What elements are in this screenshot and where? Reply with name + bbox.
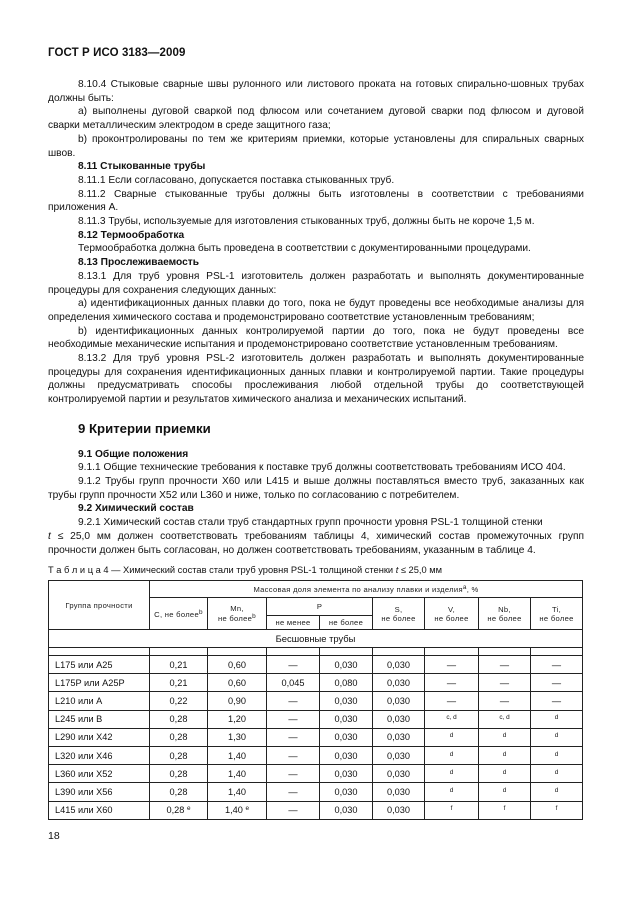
cell-p-max — [320, 674, 373, 692]
cell-v-value: c, d — [446, 714, 457, 722]
cell-s — [373, 783, 425, 801]
cell-c-value: 0,28 — [169, 786, 188, 797]
cell-group-value: L175P или А25P — [55, 677, 125, 688]
cell-s-value: 0,030 — [387, 768, 410, 779]
section-heading: 9.2 Химический состав — [78, 503, 194, 515]
column-header-p: P — [267, 598, 373, 616]
cell-ti — [531, 710, 583, 728]
cell-c — [150, 692, 208, 710]
table-caption-tail: ≤ 25,0 мм — [400, 565, 443, 575]
mass-header-unit: , % — [466, 585, 479, 594]
cell-group-value: L245 или В — [55, 714, 103, 725]
cell-nb — [479, 746, 531, 764]
cell-v — [425, 783, 479, 801]
cell-s-value: 0,030 — [387, 695, 410, 706]
list-item: a) выполнены дуговой сваркой под флюсом или сочетанием дуговой сварки под флюсом и дуговой сварки металлическим электродом в среде защитного газа; — [48, 106, 584, 132]
table-row — [49, 710, 583, 728]
paragraph: 9.1.2 Трубы групп прочности Х60 или L415 и выше должны поставляться вместо труб, заказанных как трубы групп прочности Х52 или L360 и ниже, только по согласованию с потребителем. — [48, 475, 584, 501]
table-caption — [48, 565, 442, 575]
spacer-cell — [150, 648, 208, 656]
cell-s-value: 0,030 — [387, 732, 410, 743]
cell-nb — [479, 728, 531, 746]
cell-ti — [531, 728, 583, 746]
header-text: не более — [487, 613, 522, 623]
footnote-mark: e — [186, 805, 191, 813]
table-subheader: Бесшовные трубы — [49, 630, 583, 648]
cell-ti-value: d — [554, 786, 559, 794]
cell-p-min-value: — — [288, 659, 298, 670]
cell-nb — [479, 674, 531, 692]
footnote-mark: a — [462, 584, 467, 591]
cell-group-value: L390 или Х56 — [55, 786, 113, 797]
cell-c — [150, 710, 208, 728]
cell-c-value: 0,21 — [169, 659, 188, 670]
cell-v-value: — — [446, 695, 457, 706]
table-row — [49, 765, 583, 783]
paragraph: 8.10.4 Стыковые сварные швы рулонного или листового проката на готовых спирально-шовных трубах должны быть: — [48, 79, 584, 104]
cell-c-value: 0,28 — [169, 714, 188, 725]
column-header-ti — [531, 598, 583, 630]
cell-mn-value: 1,40 — [228, 768, 246, 779]
cell-c — [150, 783, 208, 801]
cell-nb-value: d — [502, 786, 507, 794]
cell-nb — [479, 656, 531, 674]
column-header-p-min: не менее — [267, 616, 320, 630]
paragraph: 9.1.1 Общие технические требования к поставке труб должны соответствовать требованиям ИСО 404. — [78, 462, 566, 474]
table-row — [49, 728, 583, 746]
table-row — [49, 692, 583, 710]
cell-group-value: L360 или Х52 — [55, 768, 113, 779]
cell-nb-value: c, d — [499, 714, 510, 722]
thickness-variable: t — [395, 565, 399, 575]
cell-p-min — [267, 765, 320, 783]
cell-mn — [208, 801, 267, 819]
cell-ti — [531, 783, 583, 801]
cell-s-value: 0,030 — [387, 659, 410, 670]
paragraph: Термообработка должна быть проведена в соответствии с документированными процедурами. — [78, 243, 531, 255]
cell-s — [373, 765, 425, 783]
header-text: не более — [217, 614, 253, 623]
cell-v-value: d — [449, 750, 454, 758]
cell-v-value: d — [449, 732, 454, 740]
cell-p-max — [320, 746, 373, 764]
cell-nb-value: d — [502, 768, 507, 776]
cell-mn — [208, 692, 267, 710]
cell-s — [373, 801, 425, 819]
column-header-v — [425, 598, 479, 630]
cell-c-value: 0,21 — [169, 677, 188, 688]
cell-ti — [531, 746, 583, 764]
cell-nb — [479, 783, 531, 801]
list-item: b) идентификационных данных контролируемой партии до того, пока не будут проведены все необходимые механические испытания и продемонстрировано соответствие установленным требованиям. — [48, 325, 584, 351]
cell-group — [49, 710, 150, 728]
cell-c — [150, 746, 208, 764]
header-text: Ti, — [551, 604, 562, 614]
cell-p-max-value: 0,030 — [334, 750, 358, 761]
cell-s-value: 0,030 — [387, 677, 410, 688]
cell-ti — [531, 656, 583, 674]
cell-c-value: 0,28 — [169, 732, 188, 743]
list-item: b) проконтролированы по тем же критериям приемки, которые установлены для спиральных сварных швов. — [48, 133, 584, 159]
chemical-composition-table — [48, 580, 583, 820]
cell-p-min-value: — — [288, 786, 298, 797]
cell-nb — [479, 801, 531, 819]
table-caption-text: Т а б л и ц а 4 — Химический состав стали труб уровня PSL-1 толщиной стенки — [48, 565, 394, 575]
cell-v-value: — — [446, 659, 457, 670]
cell-nb — [479, 765, 531, 783]
cell-p-min-value: — — [288, 732, 298, 743]
cell-group — [49, 801, 150, 819]
cell-c-value: 0,28 — [169, 768, 188, 779]
cell-nb-value: d — [502, 732, 507, 740]
cell-p-max-value: 0,030 — [334, 768, 358, 779]
body-text — [48, 78, 584, 557]
cell-ti — [531, 765, 583, 783]
table-row — [49, 656, 583, 674]
spacer-cell — [531, 648, 583, 656]
cell-p-max — [320, 783, 373, 801]
cell-mn — [208, 765, 267, 783]
cell-group — [49, 674, 150, 692]
section-heading: 8.12 Термообработка — [78, 229, 185, 241]
cell-mn-value: 0,60 — [228, 677, 246, 688]
cell-group-value: L320 или Х46 — [55, 750, 113, 761]
cell-c — [150, 674, 208, 692]
cell-c-value: 0,28 — [166, 805, 185, 816]
cell-s — [373, 674, 425, 692]
column-header-s — [373, 598, 425, 630]
footnote-mark: e — [245, 805, 249, 813]
cell-mn-value: 0,90 — [228, 695, 246, 706]
cell-group-value: L175 или А25 — [55, 659, 113, 670]
cell-p-min — [267, 692, 320, 710]
table-row — [49, 801, 583, 819]
section-heading: 8.11 Стыкованные трубы — [78, 161, 206, 173]
cell-ti-value: d — [554, 768, 559, 776]
column-header-group: Группа прочности — [49, 581, 150, 630]
header-text: S, — [394, 604, 403, 614]
cell-nb-value: — — [499, 659, 510, 670]
cell-p-min — [267, 656, 320, 674]
cell-c-value: 0,28 — [169, 750, 188, 761]
cell-v-value: d — [449, 768, 454, 776]
cell-s-value: 0,030 — [387, 786, 410, 797]
paragraph: 8.11.1 Если согласовано, допускается поставка стыкованных труб. — [78, 174, 395, 186]
cell-group-value: L415 или Х60 — [55, 805, 113, 816]
cell-c-value: 0,22 — [169, 695, 188, 706]
cell-ti-value: d — [554, 750, 559, 758]
cell-mn-value: 1,20 — [228, 714, 246, 725]
cell-group — [49, 692, 150, 710]
cell-p-min — [267, 801, 320, 819]
document-header: ГОСТ Р ИСО 3183—2009 — [48, 47, 186, 59]
cell-v — [425, 801, 479, 819]
spacer-cell — [267, 648, 320, 656]
cell-p-min-value: 0,045 — [281, 677, 305, 688]
cell-p-max-value: 0,080 — [334, 677, 358, 688]
cell-p-max — [320, 710, 373, 728]
cell-mn — [208, 746, 267, 764]
cell-p-max — [320, 728, 373, 746]
table-row — [49, 746, 583, 764]
cell-nb-value: f — [503, 805, 506, 813]
column-header-nb — [479, 598, 531, 630]
cell-v — [425, 674, 479, 692]
cell-p-max-value: 0,030 — [334, 732, 358, 743]
cell-nb-value: — — [499, 695, 510, 706]
cell-c — [150, 656, 208, 674]
cell-s-value: 0,030 — [387, 750, 410, 761]
mass-header-text: Массовая доля элемента по анализу плавки и изделия — [253, 585, 463, 594]
paragraph-text: ≤ 25,0 мм должен соответствовать требованиям таблицы 4, химический состав промежуточных групп прочности должен быть согласован, но должен соответствовать требованиям, указанным в таблице 4. — [48, 530, 584, 556]
cell-mn-value: 1,30 — [228, 732, 246, 743]
cell-mn-value: 0,60 — [228, 659, 246, 670]
thickness-variable: t — [48, 530, 51, 542]
cell-group — [49, 783, 150, 801]
cell-v — [425, 728, 479, 746]
cell-p-min — [267, 674, 320, 692]
cell-p-min-value: — — [288, 714, 298, 725]
list-item: a) идентификационных данных плавки до того, пока не будут проведены все необходимые анализы для определения химического состава и продемонстрировано соответствие установленным требованиям; — [48, 298, 584, 323]
cell-c — [150, 728, 208, 746]
header-text: Nb, — [498, 604, 511, 614]
cell-group — [49, 728, 150, 746]
cell-ti — [531, 692, 583, 710]
cell-nb — [479, 692, 531, 710]
cell-s-value: 0,030 — [387, 714, 410, 725]
paragraph: 8.11.3 Трубы, используемые для изготовления стыкованных труб, должны быть не короче 1,5 м. — [78, 216, 535, 228]
header-text: V, — [447, 604, 456, 614]
cell-p-max-value: 0,030 — [334, 695, 358, 706]
cell-nb-value: — — [499, 677, 510, 688]
cell-p-min — [267, 746, 320, 764]
cell-mn-value: 1,40 — [228, 786, 246, 797]
cell-ti — [531, 801, 583, 819]
chapter-heading: 9 Критерии приемки — [78, 420, 211, 436]
header-text: Mn, — [230, 604, 244, 613]
cell-p-max — [320, 765, 373, 783]
cell-group-value: L210 или А — [55, 695, 103, 706]
spacer-cell — [425, 648, 479, 656]
cell-mn — [208, 656, 267, 674]
cell-group — [49, 656, 150, 674]
cell-p-max-value: 0,030 — [334, 805, 358, 816]
cell-p-min — [267, 783, 320, 801]
cell-p-min-value: — — [288, 768, 298, 779]
header-text: не более — [381, 613, 416, 623]
cell-p-max — [320, 656, 373, 674]
cell-ti-value: f — [555, 805, 558, 813]
paragraph: 8.13.1 Для труб уровня PSL-1 изготовитель должен разработать и выполнять документированные процедуры для сохранения следующих данных: — [48, 270, 584, 296]
cell-p-min — [267, 710, 320, 728]
cell-s — [373, 710, 425, 728]
cell-group — [49, 765, 150, 783]
cell-p-max-value: 0,030 — [334, 714, 358, 725]
cell-s-value: 0,030 — [387, 805, 410, 816]
cell-group — [49, 746, 150, 764]
cell-v-value: — — [446, 677, 457, 688]
column-header-c — [150, 598, 208, 630]
spacer-cell — [320, 648, 373, 656]
cell-p-max-value: 0,030 — [334, 659, 358, 670]
section-heading: 9.1 Общие положения — [78, 448, 189, 460]
cell-v — [425, 656, 479, 674]
footnote-mark: b — [198, 608, 203, 616]
footnote-mark: b — [252, 613, 257, 620]
column-header-mass-fraction — [150, 581, 583, 598]
table-row — [49, 674, 583, 692]
cell-p-max — [320, 801, 373, 819]
cell-v-value: f — [450, 805, 453, 813]
cell-nb — [479, 710, 531, 728]
cell-ti-value: — — [551, 659, 562, 670]
spacer-cell — [479, 648, 531, 656]
cell-c — [150, 765, 208, 783]
cell-ti-value: d — [554, 714, 559, 722]
cell-v — [425, 692, 479, 710]
cell-p-min — [267, 728, 320, 746]
cell-mn — [208, 783, 267, 801]
cell-v — [425, 765, 479, 783]
paragraph-continued — [48, 530, 584, 557]
header-text: не более — [539, 613, 574, 623]
cell-ti — [531, 674, 583, 692]
cell-v — [425, 710, 479, 728]
page-number: 18 — [48, 830, 60, 842]
cell-p-min-value: — — [288, 750, 298, 761]
column-header-p-max: не более — [320, 616, 373, 630]
cell-ti-value: d — [554, 732, 559, 740]
cell-mn — [208, 710, 267, 728]
header-text: C, не более — [154, 609, 199, 619]
spacer-cell — [49, 648, 150, 656]
cell-c — [150, 801, 208, 819]
cell-p-min-value: — — [288, 695, 298, 706]
cell-s — [373, 746, 425, 764]
cell-mn-value: 1,40 — [228, 750, 246, 761]
paragraph: 8.11.2 Сварные стыкованные трубы должны быть изготовлены в соответствии с требованиями приложения А. — [48, 188, 584, 214]
cell-s — [373, 656, 425, 674]
cell-group-value: L290 или Х42 — [55, 732, 113, 743]
cell-v-value: d — [449, 786, 454, 794]
cell-mn-value: 1,40 — [224, 805, 243, 816]
table-row — [49, 783, 583, 801]
spacer-cell — [373, 648, 425, 656]
cell-s — [373, 692, 425, 710]
header-text: не более — [434, 613, 469, 623]
cell-mn — [208, 674, 267, 692]
paragraph: 8.13.2 Для труб уровня PSL-2 изготовитель должен разработать и выполнять документированные процедуры для сохранения идентификационных данных плавки и контролируемой партии. Такие процедуры должны предусматривать способы прослеживания любой отдельной трубы до соответствующей контролируемой партии и результатов химического анализа и механических испытаний. — [48, 353, 584, 406]
cell-p-max — [320, 692, 373, 710]
cell-v — [425, 746, 479, 764]
cell-p-min-value: — — [288, 805, 298, 816]
cell-mn — [208, 728, 267, 746]
cell-ti-value: — — [551, 695, 562, 706]
column-header-mn — [208, 598, 267, 630]
cell-nb-value: d — [502, 750, 507, 758]
section-heading: 8.13 Прослеживаемость — [78, 257, 200, 269]
table-body — [49, 656, 583, 820]
cell-p-max-value: 0,030 — [334, 786, 358, 797]
spacer-cell — [208, 648, 267, 656]
cell-ti-value: — — [551, 677, 562, 688]
cell-s — [373, 728, 425, 746]
paragraph: 9.2.1 Химический состав стали труб стандартных групп прочности уровня PSL-1 толщиной стенки — [78, 517, 543, 529]
